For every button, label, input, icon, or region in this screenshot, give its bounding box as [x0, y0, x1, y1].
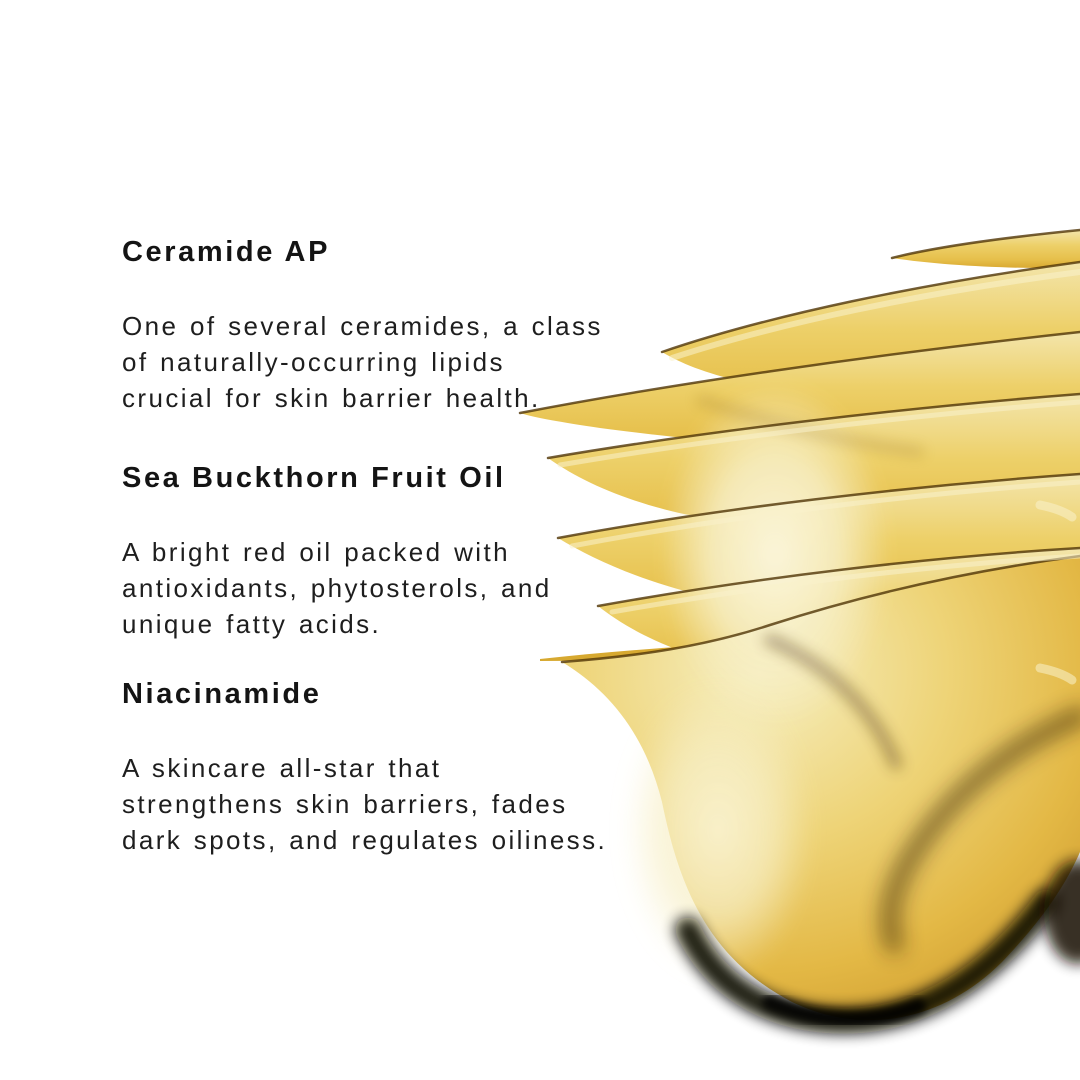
ingredient-description	[122, 750, 722, 858]
description-line: of naturally-occurring lipids	[122, 347, 505, 377]
description-line: One of several ceramides, a class	[122, 311, 603, 341]
ingredient-name: Ceramide AP	[122, 236, 331, 268]
ingredient-block-ceramide	[122, 236, 722, 416]
ingredient-block-niacinamide	[122, 678, 722, 858]
ingredient-name: Sea Buckthorn Fruit Oil	[122, 462, 506, 494]
description-line: antioxidants, phytosterols, and	[122, 573, 552, 603]
description-line: A bright red oil packed with	[122, 537, 510, 567]
ingredient-name: Niacinamide	[122, 678, 322, 710]
ingredient-description	[122, 534, 722, 642]
description-line: crucial for skin barrier health.	[122, 383, 541, 413]
description-line: dark spots, and regulates oiliness.	[122, 825, 608, 855]
description-line: unique fatty acids.	[122, 609, 382, 639]
ingredient-description	[122, 308, 722, 416]
description-line: A skincare all-star that	[122, 753, 442, 783]
ingredient-block-sea-buckthorn	[122, 462, 722, 642]
description-line: strengthens skin barriers, fades	[122, 789, 568, 819]
